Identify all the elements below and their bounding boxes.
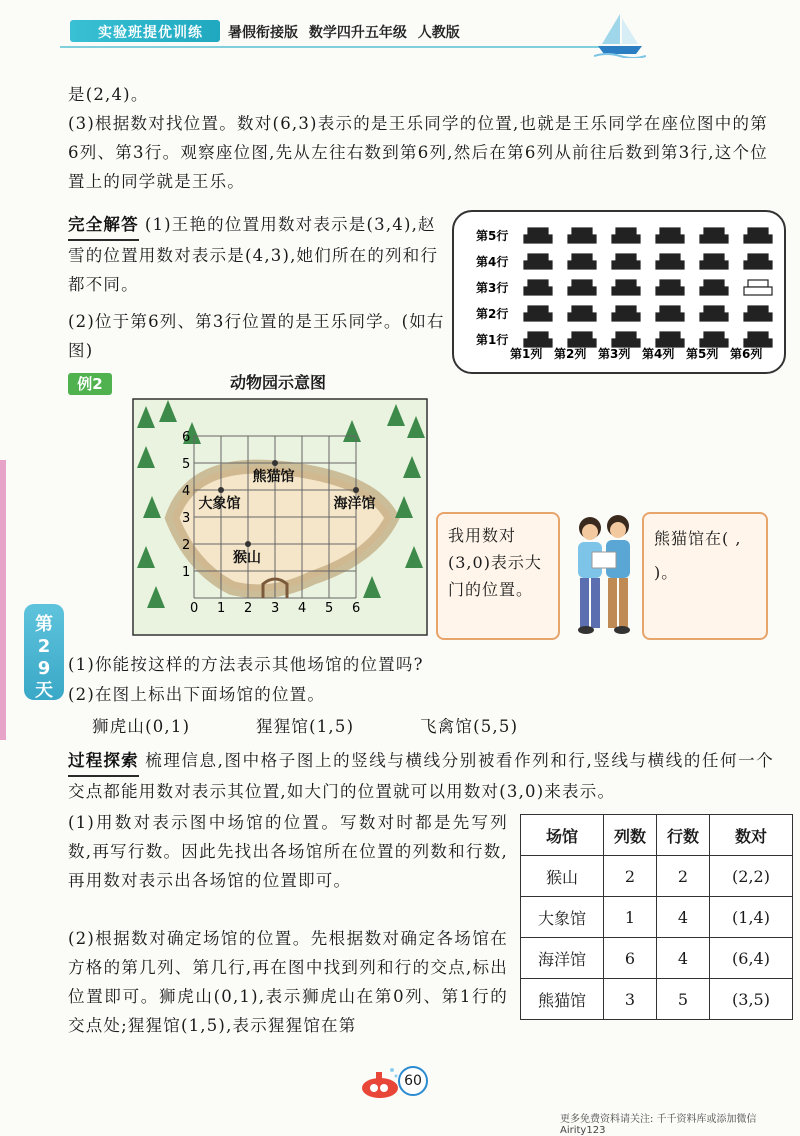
map-y-tick: 1 xyxy=(182,565,191,580)
seat xyxy=(656,287,684,295)
venue-label: 海洋馆 xyxy=(333,496,376,512)
example-tag: 例2 xyxy=(68,373,112,395)
explore-p2: (2)根据数对确定场馆的位置。先根据数对确定各场馆在方格的第几列、第几行,再在图中找到列和行的交点,标出位置即可。狮虎山(0,1),表示狮虎山在第0列、第1行的交点处;猩猩馆(1,5),表示猩猩馆在第 xyxy=(68,929,508,1035)
table-cell: 2 xyxy=(604,856,657,897)
map-x-tick: 3 xyxy=(271,601,280,616)
table-cell: (3,5) xyxy=(710,979,793,1020)
zoo-map-title: 动物园示意图 xyxy=(230,373,327,392)
children-illustration xyxy=(566,512,642,636)
seat-row-label: 第3行 xyxy=(476,281,509,295)
seat-back xyxy=(748,332,768,339)
footer-note: 更多免费资料请关注: 千千资料库或添加微信Airity123 xyxy=(560,1114,757,1136)
venue-point xyxy=(218,487,224,493)
seat-back xyxy=(572,280,592,287)
table-cell: 4 xyxy=(657,897,710,938)
seat xyxy=(524,313,552,321)
map-x-tick: 2 xyxy=(244,601,253,616)
seat-back xyxy=(616,280,636,287)
venue-label: 猴山 xyxy=(233,550,261,566)
seat-back xyxy=(616,332,636,339)
submarine-mascot-icon xyxy=(358,1064,402,1104)
seat-back xyxy=(572,254,592,261)
seat xyxy=(744,313,772,321)
seat xyxy=(612,287,640,295)
seat-back xyxy=(704,254,724,261)
explore-label: 过程探索 xyxy=(68,746,139,777)
table-cell: 1 xyxy=(604,897,657,938)
seat xyxy=(568,287,596,295)
table-row xyxy=(521,856,793,897)
seat-back xyxy=(748,306,768,313)
table-header-row xyxy=(521,815,793,856)
seat-row-label: 第1行 xyxy=(476,333,509,347)
map-x-tick: 5 xyxy=(325,601,334,616)
seat-back xyxy=(528,228,548,235)
seat-back xyxy=(528,306,548,313)
venue-table xyxy=(520,814,793,1020)
seat-col-label: 第2列 xyxy=(554,347,587,361)
intro-step3: (3)根据数对找位置。数对(6,3)表示的是王乐同学的位置,也就是王乐同学在座位图中的第6列、第3行。观察座位图,先从左往右数到第6列,然后在第6列从前往后数到第3行,这个位置上的同学就是王乐。 xyxy=(68,114,768,191)
seat xyxy=(612,339,640,347)
explore-p1: (1)用数对表示图中场馆的位置。写数对时都是先写列数,再写行数。因此先找出各场馆所在位置的列数和行数,再用数对表示出各场馆的位置即可。 xyxy=(68,813,508,890)
seat xyxy=(524,339,552,347)
seat-col-label: 第5列 xyxy=(686,347,719,361)
table-header-cell: 数对 xyxy=(710,815,793,856)
seat-chart xyxy=(452,210,786,374)
seat xyxy=(744,261,772,269)
map-y-tick: 2 xyxy=(182,538,191,553)
table-cell: 熊猫馆 xyxy=(521,979,604,1020)
header-divider xyxy=(60,46,620,48)
seat xyxy=(612,313,640,321)
target-venue-3: 飞禽馆(5,5) xyxy=(420,717,519,736)
answer-label: 完全解答 xyxy=(68,210,139,241)
venue-label: 熊猫馆 xyxy=(252,469,295,485)
seat-marked xyxy=(744,287,772,295)
table-cell: 3 xyxy=(604,979,657,1020)
header-brand: 实验班提优训练 xyxy=(98,25,203,41)
zoo-map xyxy=(132,398,428,636)
seat-back xyxy=(748,228,768,235)
table-header-cell: 行数 xyxy=(657,815,710,856)
map-y-tick: 4 xyxy=(182,484,191,499)
map-y-tick: 6 xyxy=(182,430,191,445)
table-cell: 猴山 xyxy=(521,856,604,897)
day-tab: 第29天 xyxy=(24,604,64,700)
table-cell: 4 xyxy=(657,938,710,979)
seat xyxy=(524,235,552,243)
seat-back xyxy=(528,332,548,339)
seat xyxy=(568,261,596,269)
seat-col-label: 第1列 xyxy=(510,347,543,361)
target-venue-2: 猩猩馆(1,5) xyxy=(256,717,355,736)
speech-bubble-left: 我用数对(3,0)表示大门的位置。 xyxy=(436,512,560,640)
seat-back xyxy=(572,332,592,339)
seat-col-label: 第6列 xyxy=(730,347,763,361)
answer-part1 xyxy=(68,210,446,299)
seat-back xyxy=(660,228,680,235)
table-row xyxy=(521,897,793,938)
seat-row-label: 第2行 xyxy=(476,307,509,321)
seat-back xyxy=(572,228,592,235)
target-venue-1: 狮虎山(0,1) xyxy=(92,717,191,736)
seat-back xyxy=(748,254,768,261)
header-subtitle: 暑假衔接版 数学四升五年级 人教版 xyxy=(228,25,460,41)
seat-back xyxy=(528,280,548,287)
seat xyxy=(656,261,684,269)
table-header-cell: 列数 xyxy=(604,815,657,856)
seat-back xyxy=(616,228,636,235)
table-cell: 海洋馆 xyxy=(521,938,604,979)
table-cell: (2,2) xyxy=(710,856,793,897)
seat xyxy=(568,339,596,347)
table-cell: (6,4) xyxy=(710,938,793,979)
map-y-tick: 5 xyxy=(182,457,191,472)
seat-back xyxy=(704,228,724,235)
seat xyxy=(744,235,772,243)
seat xyxy=(700,339,728,347)
seat-col-label: 第3列 xyxy=(598,347,631,361)
seat-back xyxy=(660,332,680,339)
question-2: (2)在图上标出下面场馆的位置。 xyxy=(68,685,326,704)
seat xyxy=(524,287,552,295)
venue-label: 大象馆 xyxy=(198,496,241,512)
side-stripe xyxy=(0,460,6,740)
answer-part1-text: (1)王艳的位置用数对表示是(3,4),赵雪的位置用数对表示是(4,3),她们所在的列和行都不同。 xyxy=(68,215,439,294)
table-cell: 2 xyxy=(657,856,710,897)
table-cell: (1,4) xyxy=(710,897,793,938)
seat-row-label: 第4行 xyxy=(476,255,509,269)
sailboat-icon xyxy=(594,10,646,58)
seat xyxy=(568,313,596,321)
page-number: 60 xyxy=(398,1066,428,1096)
seat xyxy=(700,313,728,321)
answer-part2: (2)位于第6列、第3行位置的是王乐同学。(如右图) xyxy=(68,312,445,360)
seat-back xyxy=(528,254,548,261)
map-x-tick: 1 xyxy=(217,601,226,616)
seat-back xyxy=(660,280,680,287)
seat xyxy=(612,261,640,269)
seat-back xyxy=(704,332,724,339)
table-header-cell: 场馆 xyxy=(521,815,604,856)
speech-bubble-right: 熊猫馆在( , )。 xyxy=(642,512,768,640)
seat xyxy=(656,313,684,321)
seat xyxy=(656,339,684,347)
seat xyxy=(524,261,552,269)
question-1: (1)你能按这样的方法表示其他场馆的位置吗? xyxy=(68,655,424,674)
venue-point xyxy=(245,541,251,547)
table-row xyxy=(521,979,793,1020)
intro-line: 是(2,4)。 xyxy=(68,85,149,104)
seat xyxy=(700,287,728,295)
seat-back xyxy=(572,306,592,313)
seat xyxy=(612,235,640,243)
seat xyxy=(656,235,684,243)
seat-back xyxy=(704,306,724,313)
seat-back xyxy=(660,306,680,313)
seat-back xyxy=(616,306,636,313)
seat-row-label: 第5行 xyxy=(476,229,509,243)
map-y-tick: 3 xyxy=(182,511,191,526)
table-row xyxy=(521,938,793,979)
map-x-tick: 6 xyxy=(352,601,361,616)
seat xyxy=(568,235,596,243)
map-x-tick: 0 xyxy=(190,601,199,616)
table-cell: 大象馆 xyxy=(521,897,604,938)
seat xyxy=(744,339,772,347)
table-cell: 6 xyxy=(604,938,657,979)
table-cell: 5 xyxy=(657,979,710,1020)
seat-col-label: 第4列 xyxy=(642,347,675,361)
seat xyxy=(700,235,728,243)
explore-intro: 梳理信息,图中格子图上的竖线与横线分别被看作列和行,竖线与横线的任何一个交点都能用数对表示其位置,如大门的位置就可以用数对(3,0)来表示。 xyxy=(68,751,774,801)
venue-point xyxy=(353,487,359,493)
venue-point xyxy=(272,460,278,466)
seat-back xyxy=(660,254,680,261)
seat-back xyxy=(704,280,724,287)
explore-text xyxy=(68,746,774,806)
map-x-tick: 4 xyxy=(298,601,307,616)
seat xyxy=(700,261,728,269)
seat-back xyxy=(616,254,636,261)
seat-back xyxy=(748,280,768,287)
